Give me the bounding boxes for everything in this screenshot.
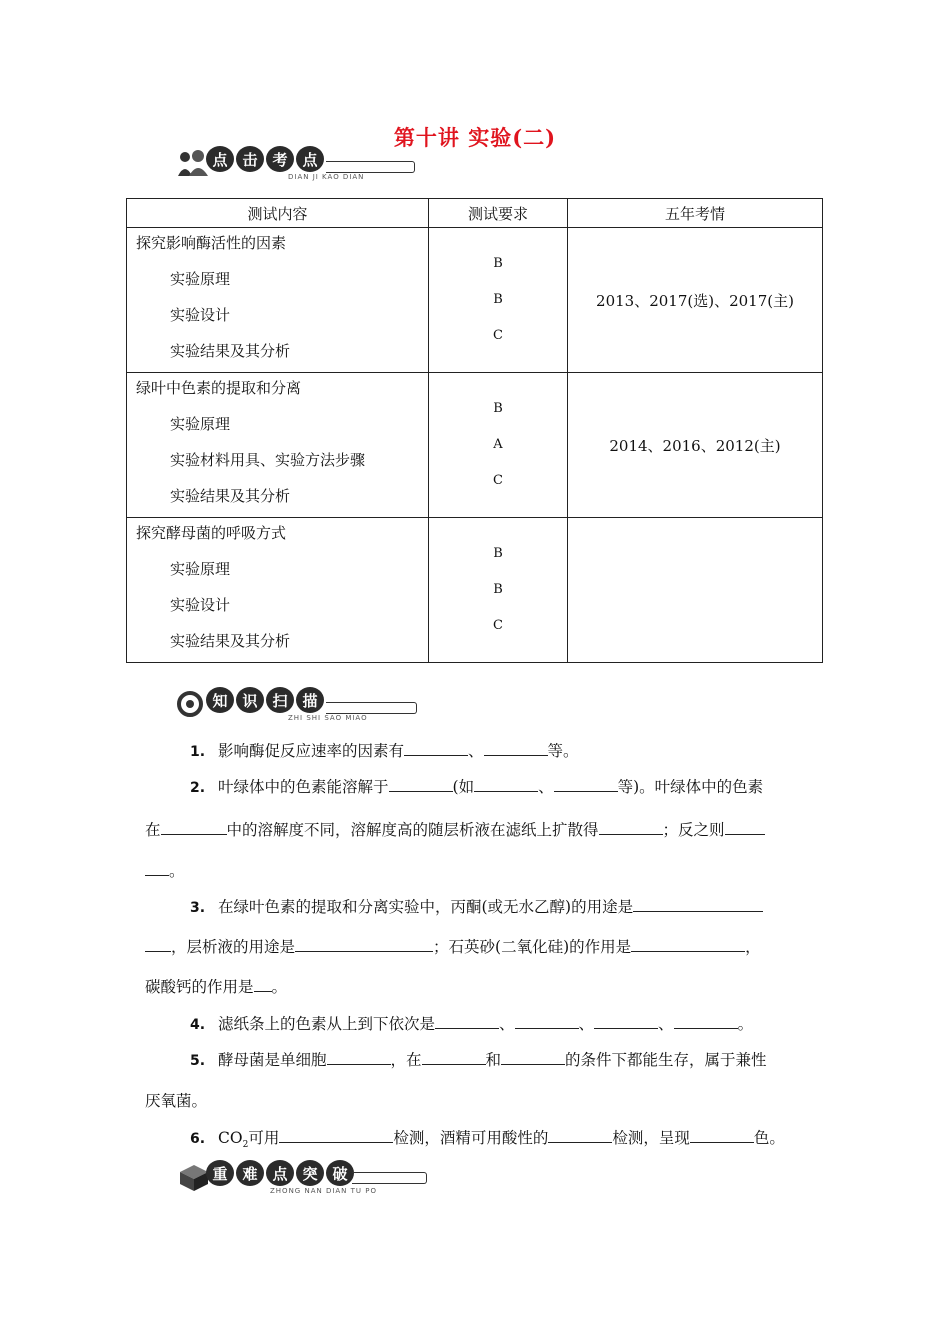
content-cell: 探究影响酶活性的因素 实验原理 实验设计 实验结果及其分析 [127,228,429,373]
requirement-cell: B B C [429,228,568,373]
answer-blank[interactable] [725,820,765,835]
years-cell: 2013、2017(选)、2017(主) [568,228,823,373]
question-3-line-1: 3. 在绿叶色素的提取和分离实验中，丙酮(或无水乙醇)的用途是 [190,897,763,918]
years-cell [568,518,823,663]
answer-blank[interactable] [254,977,272,992]
cube-icon [176,1162,210,1192]
table-row [127,518,823,663]
answer-blank[interactable] [515,1014,579,1029]
table-header-row [127,199,823,228]
question-4: 4. 滤纸条上的色素从上到下依次是 、 、 、 。 [190,1015,754,1033]
section-pinyin: ZHI SHI SAO MIAO [288,714,368,722]
answer-blank[interactable] [435,1014,499,1029]
years-cell: 2014、2016、2012(主) [568,373,823,518]
table-header-years: 五年考情 [568,199,823,228]
answer-blank[interactable] [145,937,171,952]
section-header-zhishi [176,687,420,727]
people-icon [176,148,210,178]
answer-blank[interactable] [295,937,433,952]
answer-blank[interactable] [389,777,453,792]
page-title: 第十讲 实验(二) [393,125,557,150]
section-header-zhongnan [176,1160,428,1200]
answer-blank[interactable] [145,861,169,876]
question-3-line-2: ，层析液的用途是 ；石英砂(二氧化硅)的作用是 ， [145,937,761,957]
section-underline [326,161,415,173]
section-pinyin: DIAN JI KAO DIAN [288,173,365,181]
section-pinyin: ZHONG NAN DIAN TU PO [270,1187,378,1195]
content-cell: 探究酵母菌的呼吸方式 实验原理 实验设计 实验结果及其分析 [127,518,429,663]
answer-blank[interactable] [631,937,745,952]
table-row [127,228,823,373]
table-header-content: 测试内容 [127,199,429,228]
question-2-line-1: 2. 叶绿体中的色素能溶解于 (如 、 等)。叶绿体中的色素 [190,778,764,796]
answer-blank[interactable] [327,1050,391,1065]
answer-blank[interactable] [404,741,468,756]
answer-blank[interactable] [599,820,663,835]
answer-blank[interactable] [548,1128,612,1143]
table-header-requirement: 测试要求 [429,199,568,228]
scan-swirl-icon [176,689,210,719]
section-title-zhishi: 知 识 扫 描 [206,687,324,713]
answer-blank[interactable] [594,1014,658,1029]
section-title-kaodian: 点 击 考 点 [206,146,324,172]
section-title-zhongnan: 重 难 点 突 破 [206,1160,354,1186]
question-5-line-2: 厌氧菌。 [145,1092,208,1110]
question-2-line-3: 。 [145,861,185,881]
answer-blank[interactable] [279,1128,393,1143]
question-1: 1. 影响酶促反应速率的因素有 、 等。 [190,742,579,760]
answer-blank[interactable] [690,1128,754,1143]
answer-blank[interactable] [474,777,538,792]
section-header-kaodian [176,146,416,186]
answer-blank[interactable] [161,820,227,835]
content-cell: 绿叶中色素的提取和分离 实验原理 实验材料用具、实验方法步骤 实验结果及其分析 [127,373,429,518]
answer-blank[interactable] [633,897,763,912]
exam-requirements-table [126,198,823,663]
section-underline [326,702,417,714]
question-5-line-1: 5. 酵母菌是单细胞 ，在 和 的条件下都能生存，属于兼性 [190,1051,767,1069]
answer-blank[interactable] [501,1050,565,1065]
question-2-line-2: 在 中的溶解度不同，溶解度高的随层析液在滤纸上扩散得 ；反之则 [145,820,765,840]
question-6: 6. $CO_2$可用 检测，酒精可用酸性的 检测，呈现 色。 [190,1129,785,1151]
answer-blank[interactable] [422,1050,486,1065]
question-3-line-3: 碳酸钙的作用是 。 [145,978,288,996]
answer-blank[interactable] [484,741,548,756]
requirement-cell: B B C [429,518,568,663]
answer-blank[interactable] [554,777,618,792]
answer-blank[interactable] [674,1014,738,1029]
requirement-cell: B A C [429,373,568,518]
table-row [127,373,823,518]
section-underline [352,1172,427,1184]
